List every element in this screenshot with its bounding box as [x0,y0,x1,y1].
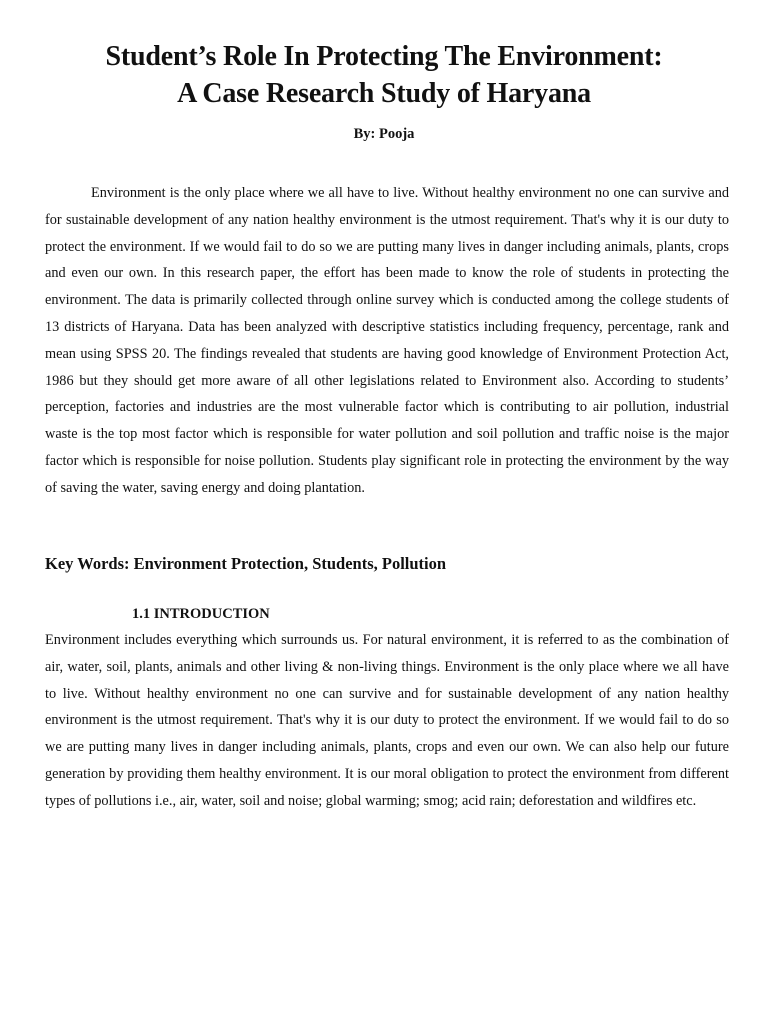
abstract-paragraph: Environment is the only place where we all have to live. Without healthy environment no one can survive and for sustainable development of any nation healthy environment is the utmost requirement. That's why it is our duty to protect the environment. If we would fail to do so we are putting many lives in danger including animals, plants, crops and even our own. In this research paper, the effort has been made to know the role of students in protecting the environment. The data is primarily collected through online survey which is conducted among the college students of 13 districts of Haryana. Data has been analyzed with descriptive statistics including frequency, percentage, rank and mean using SPSS 20. The findings revealed that students are having good knowledge of Environment Protection Act, 1986 but they should get more aware of all other legislations related to Environment also. According to students’ perception, factories and industries are the most vulnerable factor which is contributing to air pollution, industrial waste is the top most factor which is responsible for water pollution and soil pollution and traffic noise is the major factor which is responsible for noise pollution. Students play significant role in protecting the environment by the way of saving the water, saving energy and doing plantation. [45,185,729,496]
author-byline: By: Pooja [353,126,415,142]
title-line-1: Student’s Role In Protecting The Environment: [105,41,663,72]
keywords-line: Key Words: Environment Protection, Students, Pollution [45,554,447,573]
title-line-2: A Case Research Study of Haryana [177,78,591,109]
section-heading-introduction: 1.1 INTRODUCTION [132,606,270,622]
introduction-paragraph: Environment includes everything which surrounds us. For natural environment, it is referred to as the combination of air, water, soil, plants, animals and other living & non-living things. Environment is the only place where we all have to live. Without healthy environment no one can survive and for sustainable development of any nation healthy environment is the utmost requirement. That's why it is our duty to protect the environment. If we would fail to do so we are putting many lives in danger including animals, plants, crops and even our own. We can also help our future generation by providing them healthy environment. It is our moral obligation to protect the environment from different types of pollutions i.e., air, water, soil and noise; global warming; smog; acid rain; deforestation and wildfires etc. [45,632,729,809]
